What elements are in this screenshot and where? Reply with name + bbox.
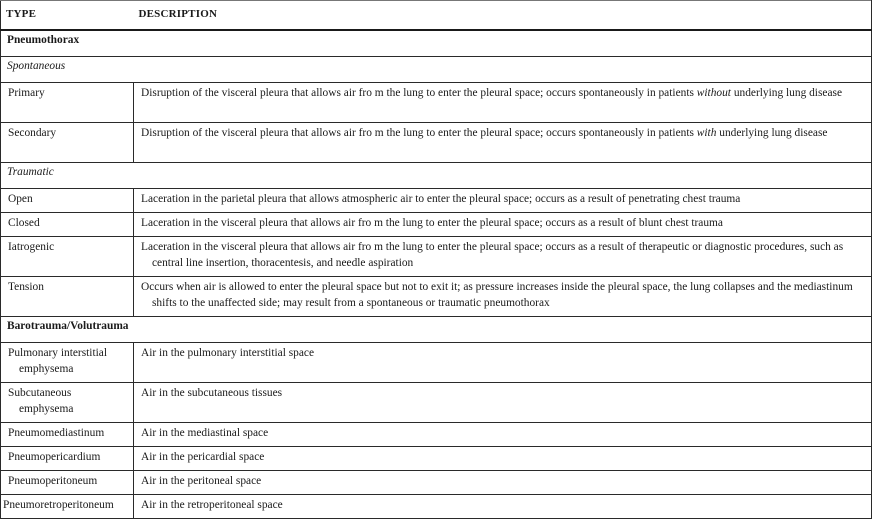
table-row — [1, 383, 872, 423]
subsection-row-spontaneous — [1, 57, 872, 83]
table-row — [1, 237, 872, 277]
table-row — [1, 343, 872, 383]
type-cell: Secondary — [1, 123, 134, 163]
table-row — [1, 495, 872, 519]
description-cell: Air in the pulmonary interstitial space — [134, 343, 872, 383]
subsection-title: Spontaneous — [1, 57, 872, 83]
header-row — [1, 1, 872, 31]
type-cell: Pneumopericardium — [1, 447, 134, 471]
type-cell: Pneumoperitoneum — [1, 471, 134, 495]
section-row-barotrauma — [1, 317, 872, 343]
column-header-description: DESCRIPTION — [134, 1, 872, 31]
type-cell: Primary — [1, 83, 134, 123]
section-title: Pneumothorax — [1, 30, 872, 57]
section-row-pneumothorax — [1, 30, 872, 57]
description-cell: Laceration in the parietal pleura that allows atmospheric air to enter the pleural space; occurs as a result of penetrating chest trauma — [134, 189, 872, 213]
table-row — [1, 213, 872, 237]
description-cell: Occurs when air is allowed to enter the pleural space but not to exit it; as pressure increases inside the pleural space, the lung collapses and the mediastinum shifts to the unaffected side; may result from a spontaneous or traumatic pneumothorax — [134, 277, 872, 317]
description-cell: Air in the retroperitoneal space — [134, 495, 872, 519]
description-cell: Air in the peritoneal space — [134, 471, 872, 495]
type-cell: Closed — [1, 213, 134, 237]
table-row — [1, 423, 872, 447]
description-cell: Air in the pericardial space — [134, 447, 872, 471]
type-cell: Iatrogenic — [1, 237, 134, 277]
type-cell: Pulmonary interstitial emphysema — [1, 343, 134, 383]
table-row — [1, 471, 872, 495]
description-cell: Laceration in the visceral pleura that allows air fro m the lung to enter the pleural space; occurs as a result of therapeutic or diagnostic procedures, such as central line insertion, thoracentesis, and needle aspiration — [134, 237, 872, 277]
type-cell: Pneumoretroperitoneum — [1, 495, 134, 519]
table-row — [1, 83, 872, 123]
description-cell: Air in the subcutaneous tissues — [134, 383, 872, 423]
table-row — [1, 447, 872, 471]
section-title: Barotrauma/Volutrauma — [1, 317, 872, 343]
description-cell: Air in the mediastinal space — [134, 423, 872, 447]
subsection-title: Traumatic — [1, 163, 872, 189]
type-cell: Pneumomediastinum — [1, 423, 134, 447]
column-header-type: TYPE — [1, 1, 134, 31]
table-row — [1, 189, 872, 213]
table-row — [1, 277, 872, 317]
subsection-row-traumatic — [1, 163, 872, 189]
table-row — [1, 123, 872, 163]
type-cell: Subcutaneous emphysema — [1, 383, 134, 423]
type-cell: Open — [1, 189, 134, 213]
description-cell: Disruption of the visceral pleura that allows air fro m the lung to enter the pleural space; occurs spontaneously in patients with underlying lung disease — [134, 123, 872, 163]
type-cell: Tension — [1, 277, 134, 317]
description-cell: Disruption of the visceral pleura that allows air fro m the lung to enter the pleural space; occurs spontaneously in patients without underlying lung disease — [134, 83, 872, 123]
description-cell: Laceration in the visceral pleura that allows air fro m the lung to enter the pleural space; occurs as a result of blunt chest trauma — [134, 213, 872, 237]
